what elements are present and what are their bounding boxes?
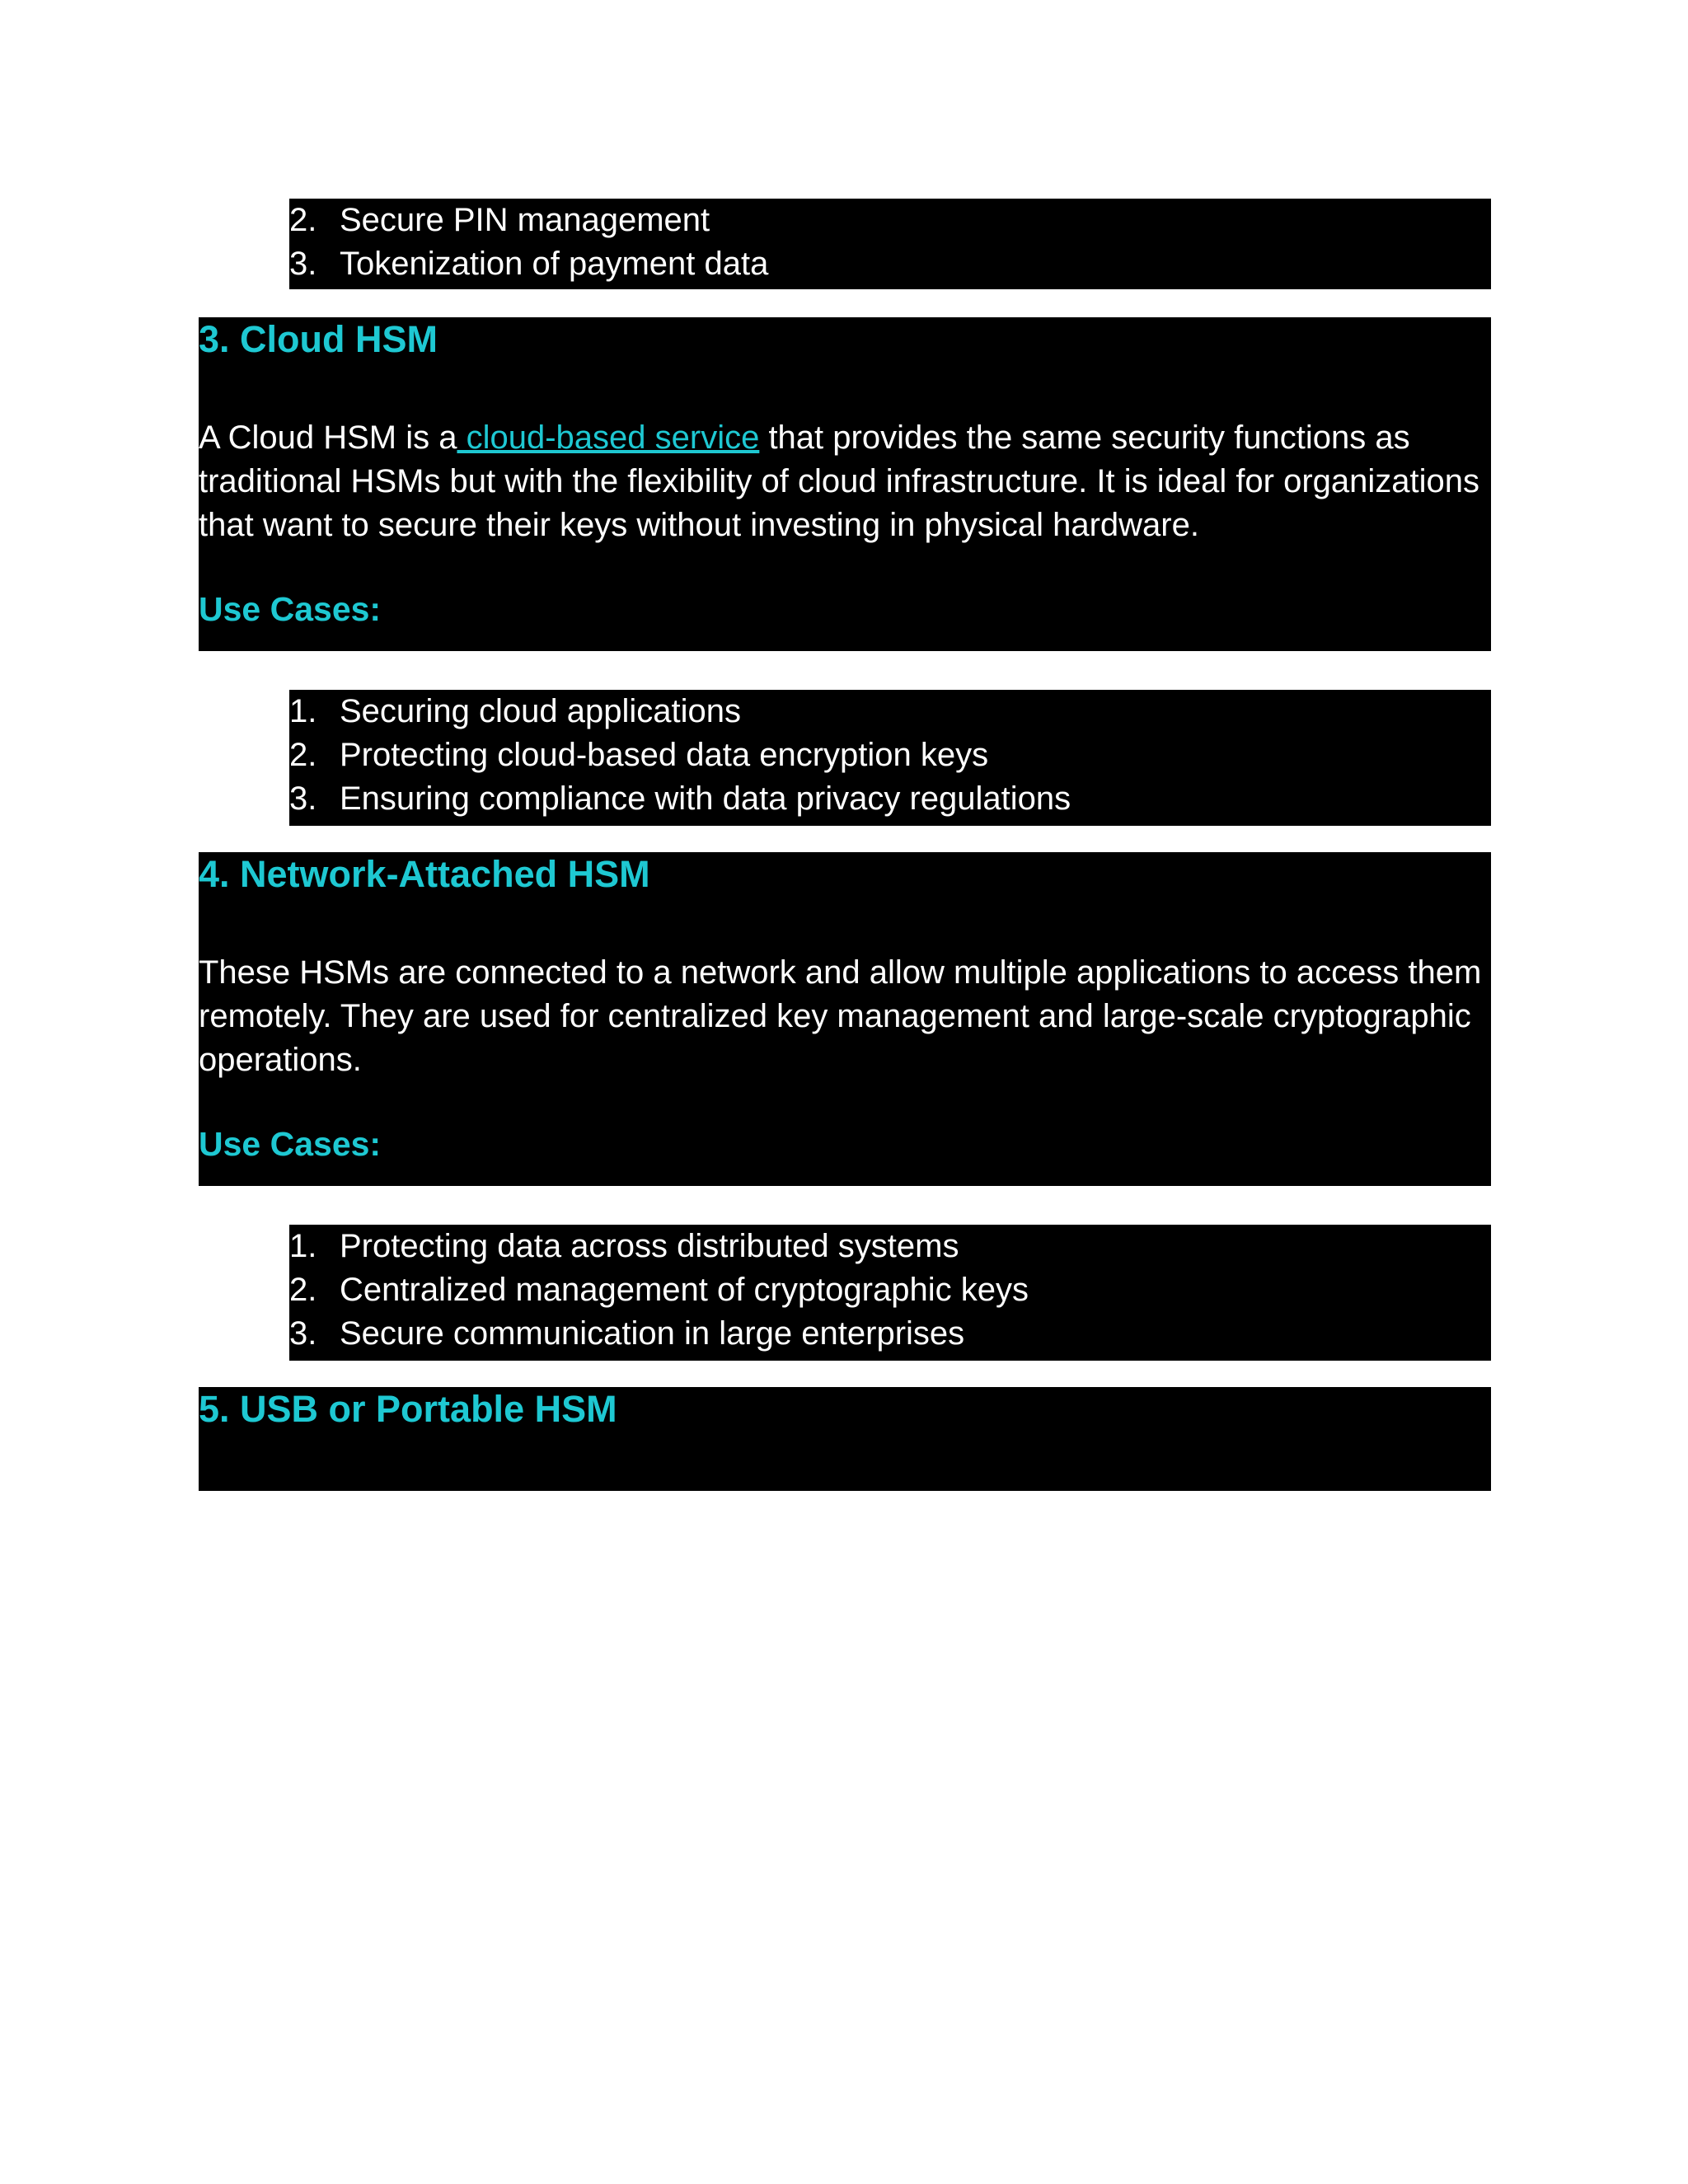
paragraph-line: These HSMs are connected to a network and allow multiple applications to access them [199, 954, 1482, 991]
list-item-text: Protecting data across distributed systems [340, 1228, 959, 1264]
section-heading: 4. Network-Attached HSM [199, 853, 650, 895]
list-item-number: 3. [289, 246, 317, 282]
list-item-number: 3. [289, 780, 317, 817]
list-item-number: 1. [289, 693, 317, 729]
list-item [289, 690, 741, 733]
list-cloud-use-cases [289, 690, 1491, 826]
list-item [289, 1225, 959, 1268]
section-cloud-hsm [199, 317, 1491, 651]
paragraph-line: traditional HSMs but with the flexibility of cloud infrastructure. It is ideal for organizations [199, 463, 1480, 499]
list-payment-use-cases [289, 199, 1491, 289]
use-cases-label: Use Cases: [199, 590, 382, 628]
paragraph-line: operations. [199, 1042, 362, 1078]
section-heading: 3. Cloud HSM [199, 318, 438, 360]
list-item-text: Tokenization of payment data [340, 246, 769, 282]
paragraph-line: remotely. They are used for centralized key management and large-scale cryptographic [199, 998, 1471, 1034]
list-item-number: 2. [289, 737, 317, 773]
list-item-text: Centralized management of cryptographic keys [340, 1272, 1029, 1308]
list-item-text: Secure PIN management [340, 202, 710, 238]
section-network-attached-hsm [199, 852, 1491, 1186]
section-heading: 5. USB or Portable HSM [199, 1388, 617, 1430]
list-item [289, 1268, 1029, 1312]
section-paragraph [199, 416, 1497, 547]
section-usb-portable-hsm [199, 1387, 1491, 1491]
use-cases-label: Use Cases: [199, 1125, 382, 1163]
paragraph-line [199, 416, 1497, 460]
paragraph-text: that provides the same security functions as [759, 419, 1410, 456]
list-item [289, 733, 988, 777]
list-item-number: 2. [289, 202, 317, 238]
paragraph-text: A Cloud HSM is a [199, 419, 457, 456]
section-paragraph [199, 951, 1497, 1082]
paragraph-line: that want to secure their keys without investing in physical hardware. [199, 507, 1199, 543]
list-item [289, 777, 1071, 821]
cloud-based-service-link[interactable]: cloud-based service [457, 419, 760, 456]
list-item-text: Protecting cloud-based data encryption keys [340, 737, 989, 773]
list-item-text: Securing cloud applications [340, 693, 741, 729]
list-network-use-cases [289, 1225, 1491, 1361]
list-item-number: 1. [289, 1228, 317, 1264]
list-item [289, 199, 710, 242]
list-item-number: 2. [289, 1272, 317, 1308]
list-item-text: Ensuring compliance with data privacy regulations [340, 780, 1071, 817]
list-item-text: Secure communication in large enterprises [340, 1315, 965, 1352]
list-item [289, 1312, 964, 1356]
list-item [289, 242, 768, 286]
list-item-number: 3. [289, 1315, 317, 1352]
